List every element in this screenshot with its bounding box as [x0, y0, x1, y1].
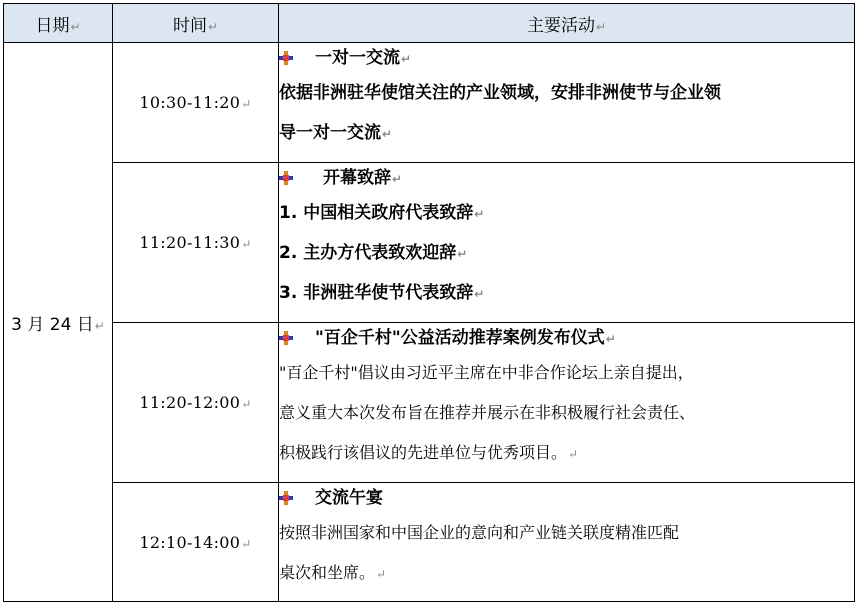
- bullet-diamond-icon: [279, 331, 293, 345]
- date-cell: 3 月 24 日↵: [4, 43, 113, 602]
- time-cell: 10:30-11:20↵: [113, 43, 279, 163]
- bullet-diamond-icon: [279, 171, 293, 185]
- table-row: [4, 163, 855, 323]
- header-row: [4, 4, 855, 43]
- header-date: 日期↵: [4, 4, 113, 43]
- schedule-table: [3, 3, 855, 602]
- activity-cell: 一对一交流↵ 依据非洲驻华使馆关注的产业领域，安排非洲使节与企业领 导一对一交流↵: [279, 43, 855, 163]
- activity-text: 依据非洲驻华使馆关注的产业领域，安排非洲使节与企业领: [279, 83, 721, 103]
- header-time: 时间↵: [113, 4, 279, 43]
- activity-text: 按照非洲国家和中国企业的意向和产业链关联度精准匹配: [279, 523, 680, 542]
- list-item: 1. 中国相关政府代表致辞: [279, 203, 474, 223]
- list-item: 2. 主办方代表致欢迎辞: [279, 243, 457, 263]
- header-activity: 主要活动↵: [279, 4, 855, 43]
- table-row: [4, 483, 855, 602]
- time-cell: 12:10-14:00↵: [113, 483, 279, 602]
- table-row: [4, 323, 855, 483]
- list-item: 3. 非洲驻华使节代表致辞: [279, 283, 474, 303]
- bullet-diamond-icon: [279, 491, 293, 505]
- time-cell: 11:20-11:30↵: [113, 163, 279, 323]
- activity-text: "百企千村"倡议由习近平主席在中非合作论坛上亲自提出，: [279, 363, 694, 382]
- bullet-diamond-icon: [279, 51, 293, 65]
- time-cell: 11:20-12:00↵: [113, 323, 279, 483]
- activity-text: 桌次和坐席。: [279, 563, 376, 582]
- activity-text: 积极践行该倡议的先进单位与优秀项目。: [279, 443, 568, 462]
- activity-title: "百企千村"公益活动推荐案例发布仪式: [315, 328, 605, 348]
- activity-text: 导一对一交流: [279, 123, 381, 143]
- activity-cell: 开幕致辞↵ 1. 中国相关政府代表致辞↵ 2. 主办方代表致欢迎辞↵ 3. 非洲驻华使节代表致辞↵: [279, 163, 855, 323]
- activity-title: 开幕致辞: [323, 168, 391, 188]
- activity-title: 一对一交流: [315, 48, 400, 68]
- activity-cell: "百企千村"公益活动推荐案例发布仪式↵ "百企千村"倡议由习近平主席在中非合作论坛上亲自提出， 意义重大本次发布旨在推荐并展示在非积极履行社会责任、 积极践行该倡议的先进单位与优秀项目。↵: [279, 323, 855, 483]
- activity-title: 交流午宴: [315, 488, 383, 508]
- activity-text: 意义重大本次发布旨在推荐并展示在非积极履行社会责任、: [279, 403, 696, 422]
- table-row: [4, 43, 855, 163]
- activity-cell: 交流午宴 按照非洲国家和中国企业的意向和产业链关联度精准匹配 桌次和坐席。↵: [279, 483, 855, 602]
